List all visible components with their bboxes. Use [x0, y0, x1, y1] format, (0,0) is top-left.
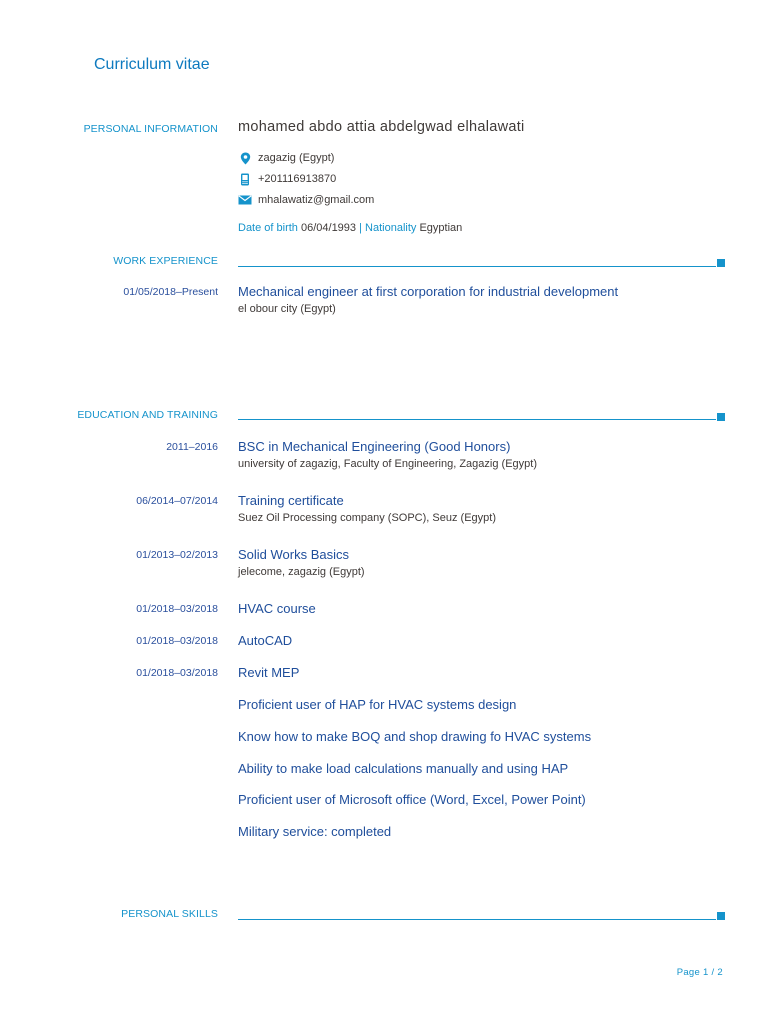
education-entry-title: AutoCAD	[238, 633, 293, 648]
section-label-personal-skills: PERSONAL SKILLS	[121, 908, 218, 920]
nationality-value: Egyptian	[419, 222, 463, 234]
work-entry-location: el obour city (Egypt)	[238, 303, 336, 315]
education-entry-date: 01/2018–03/2018	[136, 667, 218, 679]
mobile-phone-icon	[238, 172, 252, 186]
education-entry-institution: Suez Oil Processing company (SOPC), Seuz (Egypt)	[238, 512, 496, 524]
full-name: mohamed abdo attia abdelgwad elhalawati	[238, 119, 525, 135]
education-entry-title: Proficient user of Microsoft office (Word, Excel, Power Point)	[238, 792, 586, 807]
education-entry-date: 06/2014–07/2014	[136, 495, 218, 507]
page-number: Page 1 / 2	[676, 967, 723, 978]
education-entry-title: Ability to make load calculations manually and using HAP	[238, 761, 569, 776]
contact-email	[238, 193, 374, 207]
education-entry-title: HVAC course	[238, 601, 316, 616]
education-entry-institution: university of zagazig, Faculty of Engineering, Zagazig (Egypt)	[238, 458, 537, 470]
education-entry-title: Know how to make BOQ and shop drawing fo HVAC systems	[238, 729, 592, 744]
document-title: Curriculum vitae	[94, 56, 210, 73]
education-entry-title: BSC in Mechanical Engineering (Good Honors)	[238, 439, 511, 454]
work-entry-date: 01/05/2018–Present	[123, 286, 218, 298]
section-marker-skills	[717, 912, 725, 920]
contact-phone	[238, 172, 336, 186]
dob-label: Date of birth	[238, 222, 298, 234]
section-label-work-experience: WORK EXPERIENCE	[113, 255, 218, 267]
education-entry-title: Training certificate	[238, 493, 344, 508]
phone-text: +201116913870	[258, 173, 337, 185]
email-link[interactable]: mhalawatiz@gmail.com	[258, 194, 375, 206]
envelope-icon	[238, 193, 252, 207]
section-marker-work	[717, 259, 725, 267]
education-entry-date: 2011–2016	[166, 441, 218, 453]
meta-separator: |	[359, 222, 362, 234]
work-entry-title: Mechanical engineer at first corporation for industrial development	[238, 284, 619, 299]
section-marker-education	[717, 413, 725, 421]
section-divider-work	[238, 266, 716, 267]
nationality-label: Nationality	[365, 222, 417, 234]
section-divider-skills	[238, 919, 716, 920]
dob-value: 06/04/1993	[300, 222, 357, 234]
education-entry-title: Solid Works Basics	[238, 547, 350, 562]
education-entry-title: Revit MEP	[238, 665, 300, 680]
education-entry-date: 01/2018–03/2018	[136, 603, 218, 615]
education-entry-title: Proficient user of HAP for HVAC systems design	[238, 697, 517, 712]
education-entry-title: Military service: completed	[238, 824, 392, 839]
location-pin-icon	[238, 151, 252, 165]
contact-address	[238, 151, 334, 165]
address-text: zagazig (Egypt)	[258, 152, 335, 164]
education-entry-date: 01/2013–02/2013	[136, 549, 218, 561]
section-label-education: EDUCATION AND TRAINING	[77, 409, 218, 421]
birth-nationality-line	[238, 222, 462, 234]
education-entry-date: 01/2018–03/2018	[136, 635, 218, 647]
section-label-personal-information: PERSONAL INFORMATION	[83, 123, 218, 135]
section-divider-education	[238, 419, 716, 420]
education-entry-institution: jelecome, zagazig (Egypt)	[238, 566, 365, 578]
